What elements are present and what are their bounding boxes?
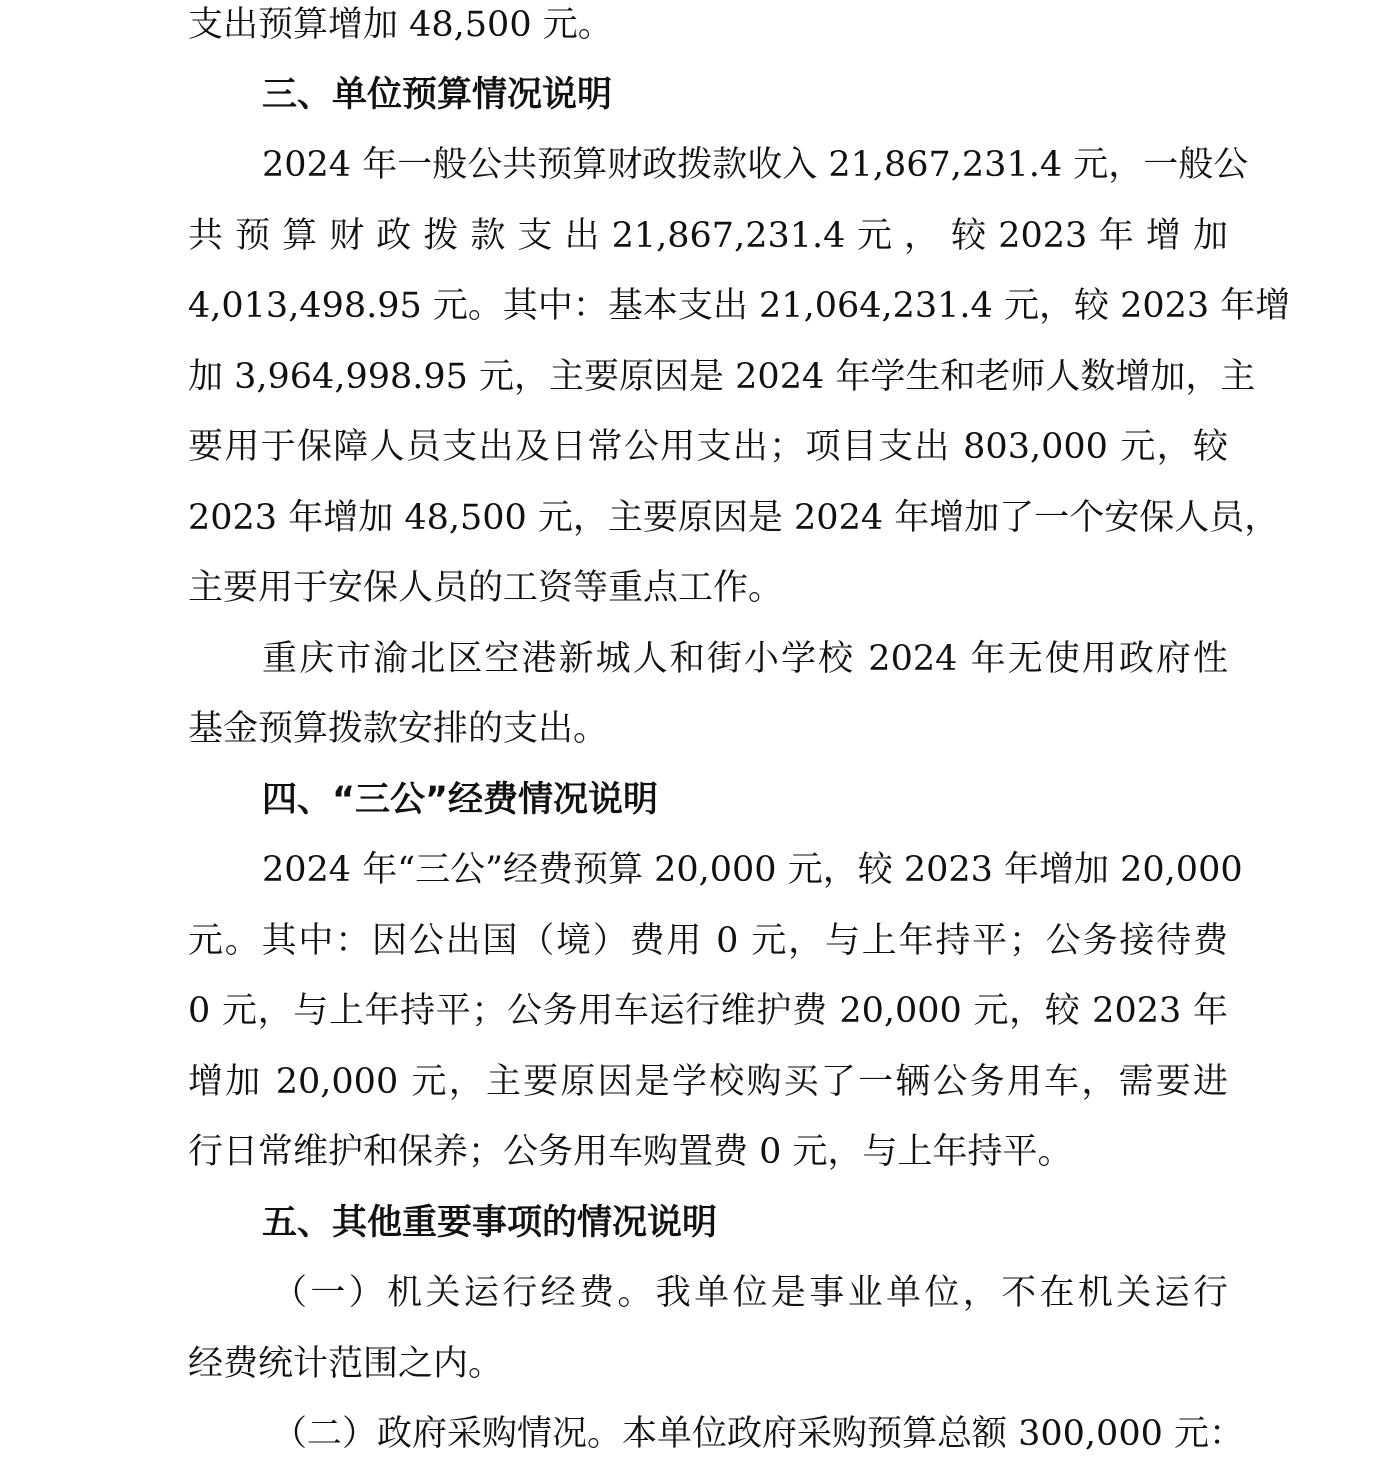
paragraph-line: 支出预算增加 48,500 元。	[188, 5, 613, 45]
paragraph-line: 加 3,964,998.95 元，主要原因是 2024 年学生和老师人数增加，主	[188, 357, 1256, 397]
paragraph-line: 共 预 算 财 政 拨 款 支 出 21,867,231.4 元 ， 较 2023 年 增 加	[188, 216, 1228, 256]
paragraph-line: （二）政府采购情况。本单位政府采购预算总额 300,000 元：	[272, 1414, 1244, 1454]
paragraph-line: 4,013,498.95 元。其中：基本支出 21,064,231.4 元，较 2023 年增	[188, 286, 1291, 326]
paragraph-line: 经费统计范围之内。	[188, 1344, 504, 1384]
paragraph-line: 增加 20,000 元，主要原因是学校购买了一辆公务用车，需要进	[188, 1062, 1228, 1102]
document-page	[188, 0, 1291, 1458]
paragraph-line: 基金预算拨款安排的支出。	[188, 709, 609, 749]
paragraph-line: 要用于保障人员支出及日常公用支出；项目支出 803,000 元，较	[188, 427, 1228, 467]
paragraph-line: 重庆市渝北区空港新城人和街小学校 2024 年无使用政府性	[262, 639, 1228, 679]
section-heading-5: 五、其他重要事项的情况说明	[262, 1203, 718, 1243]
section-heading-3: 三、单位预算情况说明	[262, 75, 613, 115]
paragraph-line: （一）机关运行经费。我单位是事业单位，不在机关运行	[272, 1273, 1228, 1313]
paragraph-line: 元。其中：因公出国（境）费用 0 元，与上年持平；公务接待费	[188, 921, 1228, 961]
paragraph-line: 主要用于安保人员的工资等重点工作。	[188, 568, 784, 608]
paragraph-line: 2024 年一般公共预算财政拨款收入 21,867,231.4 元，一般公	[262, 145, 1249, 185]
paragraph-line: 0 元，与上年持平；公务用车运行维护费 20,000 元，较 2023 年	[188, 991, 1228, 1031]
paragraph-line: 2023 年增加 48,500 元，主要原因是 2024 年增加了一个安保人员，	[188, 498, 1280, 538]
paragraph-line: 行日常维护和保养；公务用车购置费 0 元，与上年持平。	[188, 1132, 1073, 1172]
section-heading-4: 四、“三公”经费情况说明	[262, 780, 659, 820]
paragraph-line: 2024 年“三公”经费预算 20,000 元，较 2023 年增加 20,000	[262, 850, 1243, 890]
